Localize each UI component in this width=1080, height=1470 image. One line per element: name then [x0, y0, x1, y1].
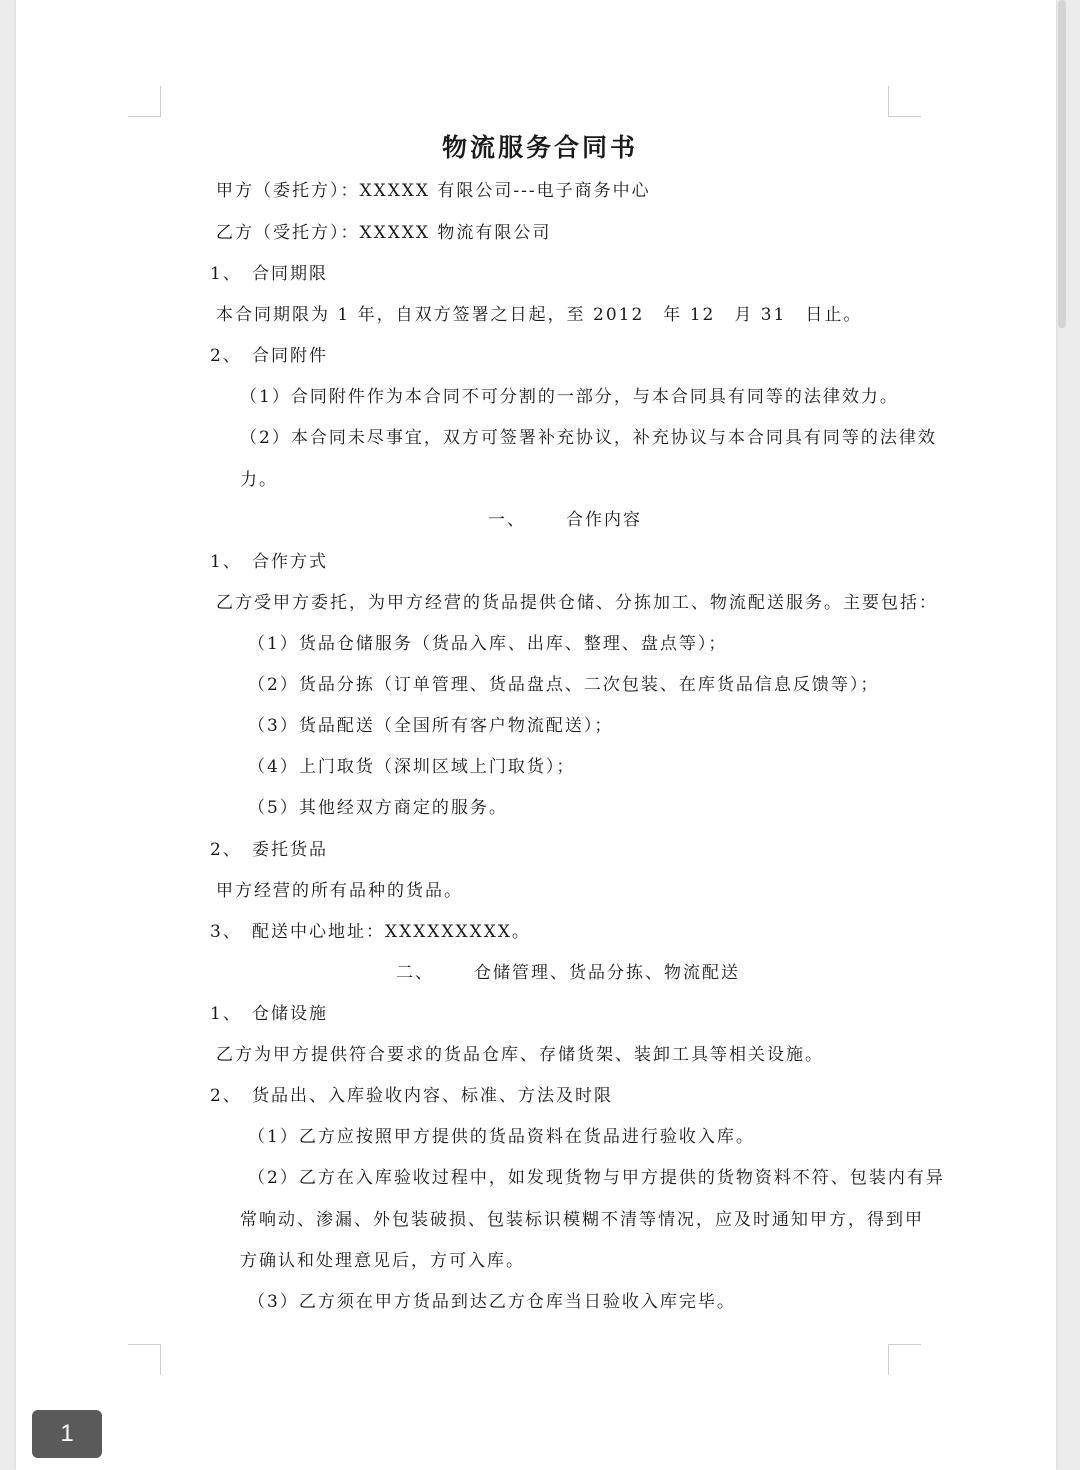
- heading-inspection: [210, 1085, 613, 1107]
- inspection-item-3: （3）乙方须在甲方货品到达乙方仓库当日验收入库完毕。: [248, 1292, 736, 1312]
- attachment-item-1: （1）合同附件作为本合同不可分割的一部分，与本合同具有同等的法律效力。: [240, 387, 899, 407]
- page-corner-mark: [128, 86, 161, 117]
- heading-text: 合同附件: [252, 346, 328, 366]
- section-heading-1: [488, 509, 642, 531]
- service-item: （3）货品配送（全国所有客户物流配送）；: [248, 716, 614, 736]
- vertical-scrollbar[interactable]: [1058, 0, 1070, 1470]
- heading-text: 合同期限: [252, 264, 328, 284]
- heading-facilities: [210, 1003, 328, 1025]
- heading-number: 3、: [210, 922, 242, 942]
- service-item: （1）货品仓储服务（货品入库、出库、整理、盘点等）；: [248, 634, 728, 654]
- heading-text: 委托货品: [252, 840, 328, 860]
- heading-number: 1、: [210, 264, 242, 284]
- scrollbar-thumb[interactable]: [1058, 0, 1066, 328]
- heading-attachments: [210, 345, 328, 367]
- address-text: 配送中心地址：XXXXXXXXX。: [252, 922, 531, 942]
- inspection-item-2: （2）乙方在入库验收过程中，如发现货物与甲方提供的货物资料不符、包装内有异: [248, 1168, 945, 1188]
- section-number: 一、: [488, 510, 526, 530]
- heading-text: 仓储设施: [252, 1004, 328, 1024]
- service-item: （4）上门取货（深圳区域上门取货）；: [248, 757, 576, 777]
- heading-number: 2、: [210, 1086, 242, 1106]
- heading-term: [210, 263, 328, 285]
- coop-text: 乙方受甲方委托，为甲方经营的货品提供仓储、分拣加工、物流配送服务。主要包括：: [216, 593, 938, 613]
- section-number: 二、: [396, 963, 434, 983]
- service-item: （5）其他经双方商定的服务。: [248, 798, 508, 818]
- heading-number: 1、: [210, 552, 242, 572]
- section-heading-2: [396, 962, 740, 984]
- inspection-item-2-cont: 方确认和处理意见后，方可入库。: [240, 1251, 525, 1271]
- service-item: （2）货品分拣（订单管理、货品盘点、二次包装、在库货品信息反馈等）；: [248, 675, 880, 695]
- section-title: 仓储管理、货品分拣、物流配送: [474, 963, 740, 983]
- heading-number: 1、: [210, 1004, 242, 1024]
- goods-text: 甲方经营的所有品种的货品。: [216, 881, 463, 901]
- attachment-item-2: （2）本合同未尽事宜，双方可签署补充协议，补充协议与本合同具有同等的法律效: [240, 428, 937, 448]
- heading-text: 合作方式: [252, 552, 328, 572]
- party-b: 乙方（受托方）：XXXXX 物流有限公司: [216, 223, 552, 243]
- page-corner-mark: [888, 1344, 921, 1375]
- section-title: 合作内容: [566, 510, 642, 530]
- heading-number: 2、: [210, 346, 242, 366]
- address-line: [210, 921, 531, 943]
- page-number-indicator[interactable]: 1: [32, 1410, 102, 1458]
- inspection-item-1: （1）乙方应按照甲方提供的货品资料在货品进行验收入库。: [248, 1127, 755, 1147]
- party-a: 甲方（委托方）：XXXXX 有限公司---电子商务中心: [216, 181, 651, 201]
- heading-coop-mode: [210, 551, 328, 573]
- page-corner-mark: [888, 86, 921, 117]
- facilities-text: 乙方为甲方提供符合要求的货品仓库、存储货架、装卸工具等相关设施。: [216, 1045, 824, 1065]
- page-corner-mark: [128, 1344, 161, 1375]
- document-title: 物流服务合同书: [441, 133, 638, 162]
- heading-goods: [210, 839, 328, 861]
- heading-text: 货品出、入库验收内容、标准、方法及时限: [252, 1086, 613, 1106]
- heading-number: 2、: [210, 840, 242, 860]
- term-text: 本合同期限为 1 年，自双方签署之日起，至 2012 年 12 月 31 日止。: [216, 305, 863, 325]
- inspection-item-2-cont: 常响动、渗漏、外包装破损、包装标识模糊不清等情况，应及时通知甲方，得到甲: [240, 1210, 924, 1230]
- attachment-item-2-cont: 力。: [240, 470, 278, 490]
